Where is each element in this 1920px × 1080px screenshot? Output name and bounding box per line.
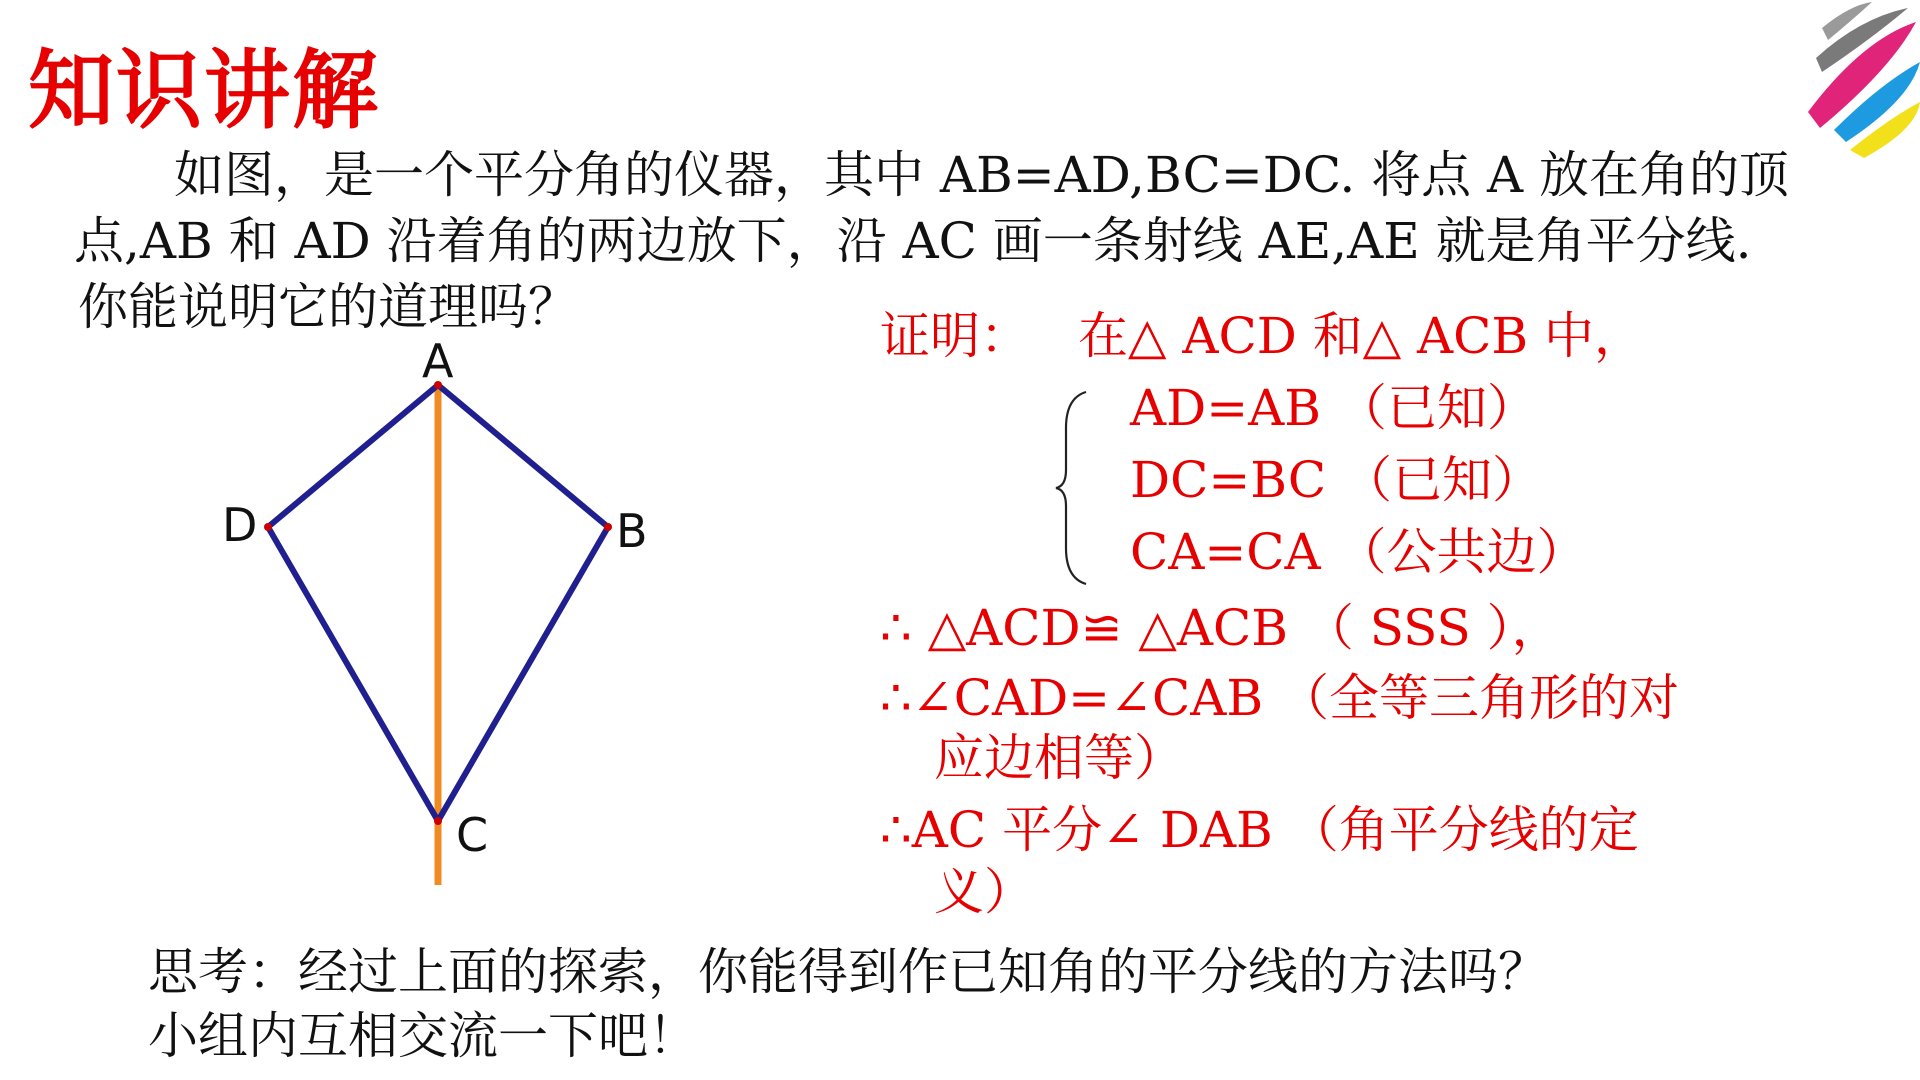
proof-step-bisects-reason: 义） xyxy=(934,863,1034,921)
proof-condition-2: DC=BC （已知） xyxy=(1130,451,1543,509)
proof-setup: 在△ ACD 和△ ACB 中， xyxy=(1078,307,1645,365)
side-dc xyxy=(268,527,438,821)
proof-intro: 证明： xyxy=(880,307,1030,365)
label-d: D xyxy=(222,498,258,552)
label-a: A xyxy=(422,335,454,388)
slide-title: 知识讲解 xyxy=(28,41,380,141)
vertex-d xyxy=(264,523,272,531)
side-ad xyxy=(268,385,438,527)
problem-line-3: 你能说明它的道理吗？ xyxy=(78,278,578,336)
side-bc xyxy=(438,527,608,821)
label-b: B xyxy=(616,504,648,558)
problem-line-1: 如图，是一个平分角的仪器，其中 AB=AD,BC=DC. 将点 A 放在角的顶 xyxy=(174,146,1790,204)
proof-step-congruence: ∴ △ACD≌ △ACB （ SSS ）， xyxy=(880,599,1562,657)
side-ab xyxy=(438,385,608,527)
proof-condition-3: CA=CA （公共边） xyxy=(1130,523,1587,581)
thinking-prompt xyxy=(148,940,1848,1068)
angle-bisector-instrument-diagram xyxy=(200,335,680,895)
vertex-b xyxy=(604,523,612,531)
proof-step-equal-angles: ∴∠CAD=∠CAB （全等三角形的对 xyxy=(880,669,1679,727)
left-brace xyxy=(1052,388,1092,588)
vertex-c xyxy=(434,817,442,825)
brush-stroke-logo-icon xyxy=(1780,0,1920,160)
proof-condition-1: AD=AB （已知） xyxy=(1130,379,1537,437)
thinking-line-1: 思考：经过上面的探索，你能得到作已知角的平分线的方法吗？ xyxy=(148,943,1548,1001)
proof-step-bisects: ∴AC 平分∠ DAB （角平分线的定 xyxy=(880,801,1639,859)
thinking-line-2: 小组内互相交流一下吧！ xyxy=(148,1007,698,1065)
label-c: C xyxy=(456,808,489,862)
problem-line-2: 点,AB 和 AD 沿着角的两边放下，沿 AC 画一条射线 AE,AE 就是角平分线. xyxy=(74,212,1752,270)
proof-step-equal-angles-reason: 应边相等） xyxy=(934,729,1184,787)
